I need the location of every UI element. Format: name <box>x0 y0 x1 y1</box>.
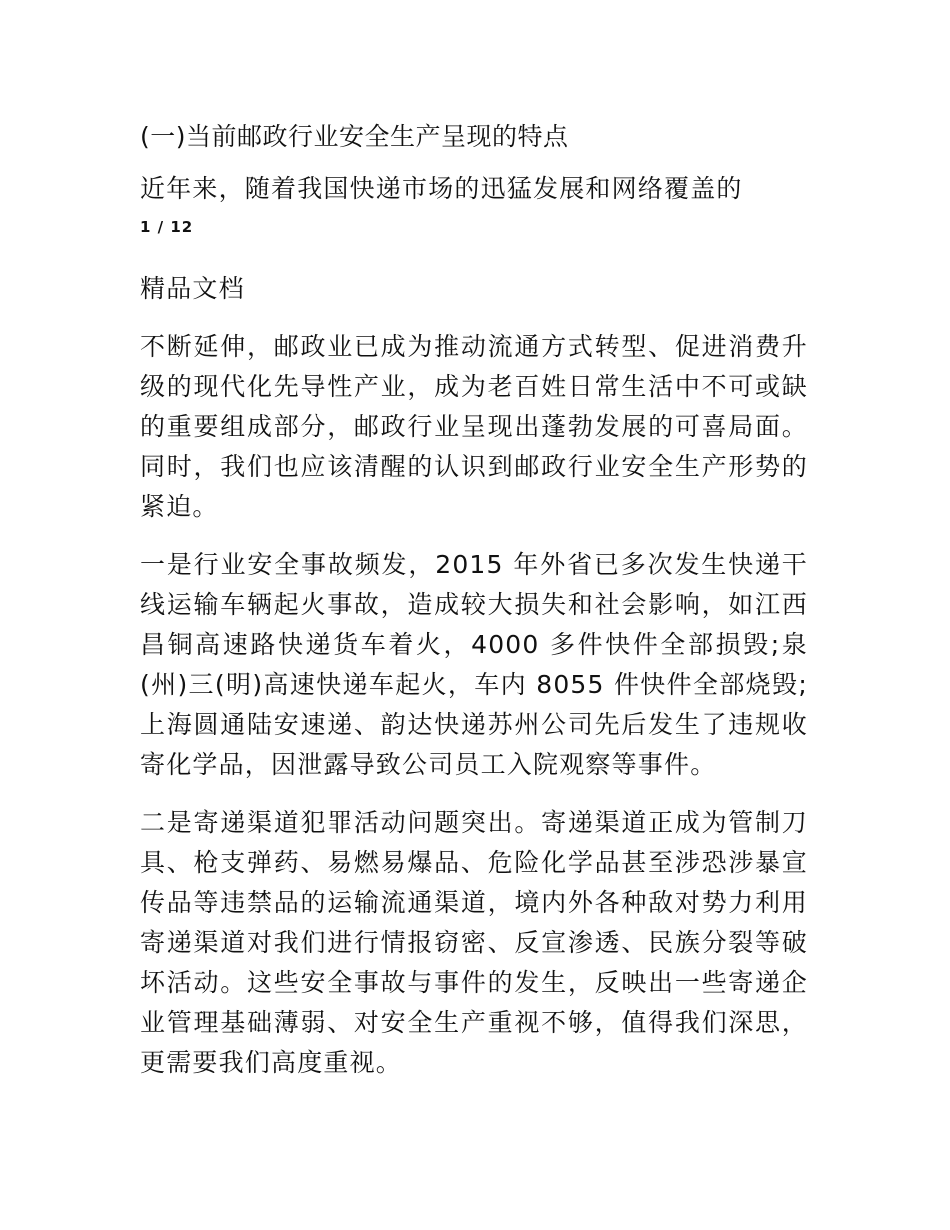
page-number: 1 / 12 <box>140 218 194 236</box>
section-heading: (一)当前邮政行业安全生产呈现的特点 <box>140 122 569 151</box>
watermark-text: 精品文档 <box>140 274 245 303</box>
paragraph-2: 一是行业安全事故频发，2015 年外省已多次发生快递干线运输车辆起火事故，造成较大损失和社会影响，如江西昌铜高速路快递货车着火，4000 多件快件全部损毁;泉(州)三(明)高速快递车起火，车内 8055 件快件全部烧毁;上海圆通陆安速递、韵达快递苏州公司先后发生了违规收寄化学品，因泄露导致公司员工入院观察等事件。 <box>140 550 808 779</box>
intro-line: 近年来，随着我国快递市场的迅猛发展和网络覆盖的 <box>140 174 743 203</box>
paragraph-1: 不断延伸，邮政业已成为推动流通方式转型、促进消费升级的现代化先导性产业，成为老百姓日常生活中不可或缺的重要组成部分，邮政行业呈现出蓬勃发展的可喜局面。同时，我们也应该清醒的认识到邮政行业安全生产形势的紧迫。 <box>140 332 808 521</box>
paragraph-3: 二是寄递渠道犯罪活动问题突出。寄递渠道正成为管制刀具、枪支弹药、易燃易爆品、危险化学品甚至涉恐涉暴宣传品等违禁品的运输流通渠道，境内外各种敌对势力利用寄递渠道对我们进行情报窃密、反宣渗透、民族分裂等破坏活动。这些安全事故与事件的发生，反映出一些寄递企业管理基础薄弱、对安全生产重视不够，值得我们深思，更需要我们高度重视。 <box>140 808 808 1077</box>
document-page <box>140 117 808 1101</box>
